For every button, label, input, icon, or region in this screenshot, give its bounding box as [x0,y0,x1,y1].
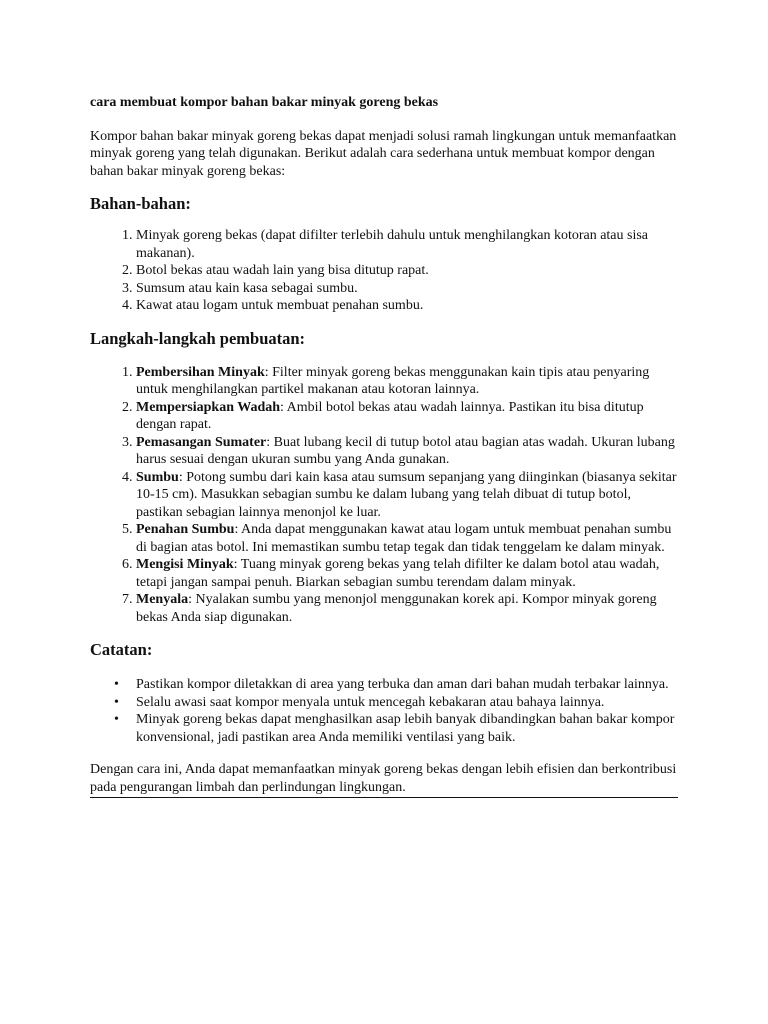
list-item [114,694,678,712]
list-item [136,556,678,591]
list-item [114,711,678,746]
list-item [136,521,678,556]
step-text: : Buat lubang kecil di tutup botol atau bagian atas wadah. Ukuran lubang harus sesuai dengan ukuran sumbu yang Anda gunakan. [136,434,675,467]
bullet-icon: • [114,712,119,727]
closing-paragraph: Dengan cara ini, Anda dapat memanfaatkan minyak goreng bekas dengan lebih efisien dan berkontribusi pada pengurangan limbah dan perlindungan lingkungan. [90,762,677,795]
bullet-icon: • [114,677,119,692]
langkah-heading: Langkah-langkah pembuatan: [90,328,306,348]
bahan-list [90,227,678,315]
intro-paragraph: Kompor bahan bakar minyak goreng bekas dapat menjadi solusi ramah lingkungan untuk memanfaatkan minyak goreng yang telah digunakan. Berikut adalah cara sederhana untuk membuat kompor dengan bahan bakar minyak goreng bekas: [90,128,677,179]
list-item [136,469,678,522]
step-text: : Ambil botol bekas atau wadah lainnya. Pastikan itu bisa ditutup dengan rapat. [136,399,644,432]
list-item [136,434,678,469]
step-text: : Anda dapat menggunakan kawat atau logam untuk membuat penahan sumbu di bagian atas botol. Ini memastikan sumbu tetap tegak dan tidak tenggelam ke dalam minyak. [136,522,672,555]
list-item [136,591,678,626]
step-title: Pemasangan Sumater [136,434,267,450]
list-item [136,364,678,399]
document-body [90,94,678,798]
step-text: : Filter minyak goreng bekas menggunakan kain tipis atau penyaring untuk menghilangkan partikel makanan atau kotoran lainnya. [136,364,650,397]
catatan-list [90,676,678,746]
langkah-list [90,364,678,627]
list-item: 3. Sumsum atau kain kasa sebagai sumbu. [136,280,678,298]
catatan-heading: Catatan: [90,640,153,659]
bullet-icon: • [114,694,119,710]
step-text: : Nyalakan sumbu yang menonjol menggunakan korek api. Kompor minyak goreng bekas Anda siap digunakan. [136,592,657,625]
bahan-heading: Bahan-bahan: [90,194,191,213]
step-title: Pembersihan Minyak [136,364,265,380]
note-text: Selalu awasi saat kompor menyala untuk mencegah kebakaran atau bahaya lainnya. [136,694,605,710]
note-text: Minyak goreng bekas dapat menghasilkan asap lebih banyak dibandingkan bahan bakar kompor konvensional, jadi pastikan area Anda memiliki ventilasi yang baik. [136,712,675,745]
document-title: cara membuat kompor bahan bakar minyak goreng bekas [90,95,439,110]
step-title: Mempersiapkan Wadah [136,399,281,415]
note-text: Pastikan kompor diletakkan di area yang terbuka dan aman dari bahan mudah terbakar lainnya. [136,677,669,692]
step-title: Mengisi Minyak [136,557,234,572]
step-title: Menyala [136,592,189,607]
list-item [114,676,678,694]
step-text: : Potong sumbu dari kain kasa atau sumsum sepanjang yang diinginkan (biasanya sekitar 10-15 cm). Masukkan sebagian sumbu ke dalam lubang yang telah dibuat di tutup botol, pastikan sebagian lainnya menonjol ke luar. [136,469,677,520]
bottom-rule [90,797,678,798]
step-title: Sumbu [136,469,179,485]
list-item: 1. Minyak goreng bekas (dapat difilter terlebih dahulu untuk menghilangkan kotoran atau sisa makanan). [136,227,678,262]
step-title: Penahan Sumbu [136,522,235,537]
list-item: 2. Botol bekas atau wadah lain yang bisa ditutup rapat. [136,262,678,280]
list-item: 4. Kawat atau logam untuk membuat penahan sumbu. [136,297,678,315]
step-text: : Tuang minyak goreng bekas yang telah difilter ke dalam botol atau wadah, tetapi jangan sampai penuh. Biarkan sebagian sumbu terendam dalam minyak. [136,557,660,590]
list-item [136,399,678,434]
